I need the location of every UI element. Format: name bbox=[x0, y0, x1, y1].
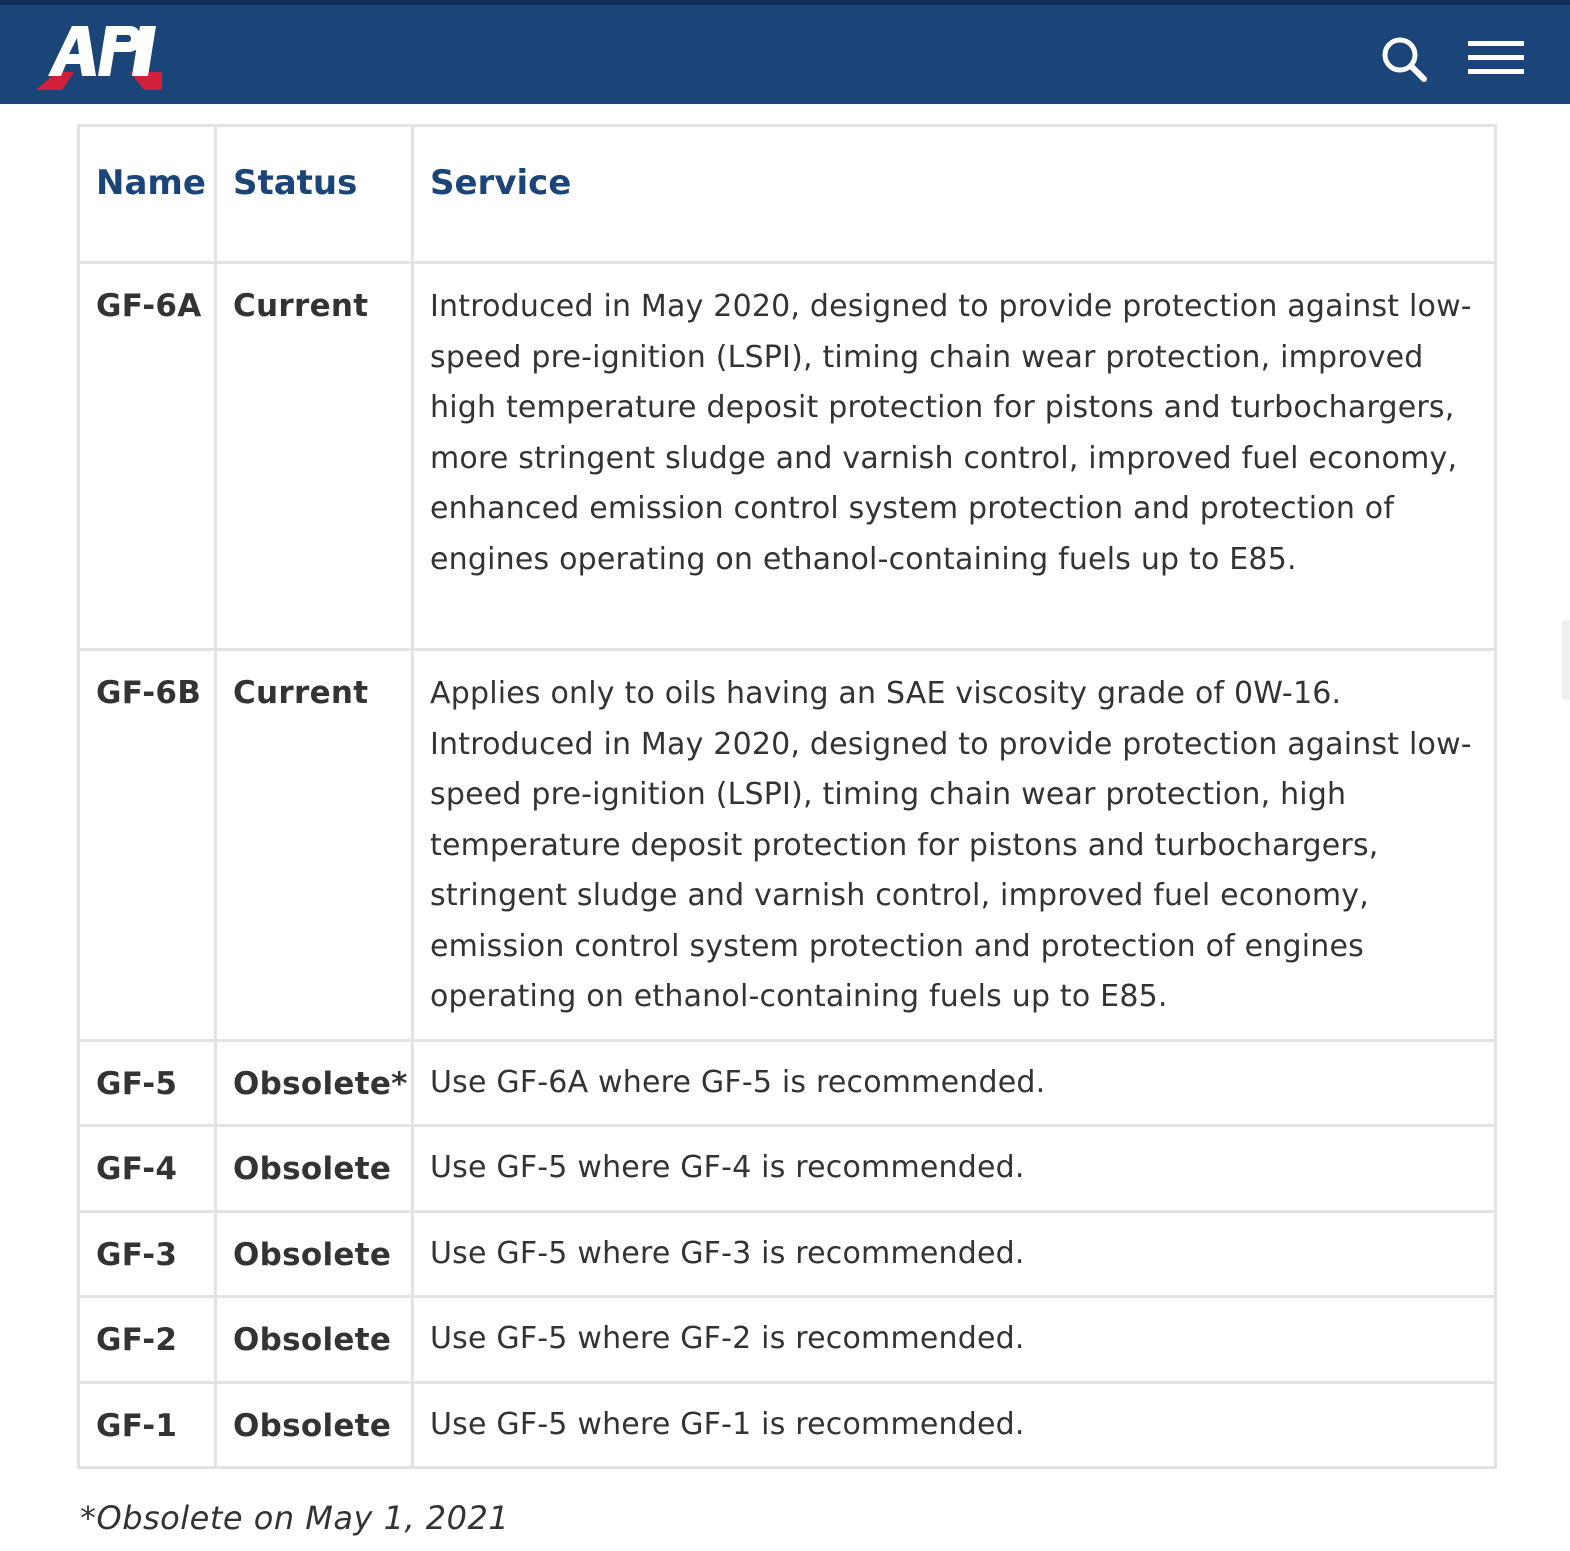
column-header-status: Status bbox=[216, 126, 413, 263]
table-row bbox=[79, 1211, 1496, 1297]
row-name: GF-6A bbox=[79, 263, 216, 650]
row-name: GF-3 bbox=[79, 1211, 216, 1297]
row-status: Current bbox=[216, 650, 413, 1041]
table-header-row bbox=[79, 126, 1496, 263]
gf-standards-table bbox=[77, 124, 1497, 1469]
top-navigation-bar bbox=[0, 0, 1570, 104]
row-service: Use GF-5 where GF-3 is recommended. bbox=[413, 1211, 1496, 1297]
row-status: Obsolete bbox=[216, 1382, 413, 1468]
row-service: Use GF-5 where GF-1 is recommended. bbox=[413, 1382, 1496, 1468]
row-status: Current bbox=[216, 263, 413, 650]
search-button[interactable] bbox=[1376, 31, 1432, 87]
hamburger-menu-icon bbox=[1464, 35, 1528, 83]
table-row bbox=[79, 1297, 1496, 1383]
search-icon bbox=[1376, 31, 1432, 87]
column-header-name: Name bbox=[79, 126, 216, 263]
gf-standards-table-container bbox=[77, 124, 1494, 1469]
row-status: Obsolete bbox=[216, 1126, 413, 1212]
footnote: *Obsolete on May 1, 2021 bbox=[80, 1499, 510, 1537]
row-service: Use GF-5 where GF-4 is recommended. bbox=[413, 1126, 1496, 1212]
scrollbar[interactable] bbox=[1562, 620, 1570, 700]
row-service: Use GF-5 where GF-2 is recommended. bbox=[413, 1297, 1496, 1383]
row-name: GF-5 bbox=[79, 1040, 216, 1126]
row-name: GF-1 bbox=[79, 1382, 216, 1468]
row-name: GF-2 bbox=[79, 1297, 216, 1383]
column-header-service: Service bbox=[413, 126, 1496, 263]
table-row bbox=[79, 650, 1496, 1041]
table-row bbox=[79, 1040, 1496, 1126]
row-name: GF-4 bbox=[79, 1126, 216, 1212]
row-name: GF-6B bbox=[79, 650, 216, 1041]
table-row bbox=[79, 1382, 1496, 1468]
row-service: Use GF-6A where GF-5 is recommended. bbox=[413, 1040, 1496, 1126]
row-status: Obsolete* bbox=[216, 1040, 413, 1126]
row-status: Obsolete bbox=[216, 1211, 413, 1297]
table-row bbox=[79, 263, 1496, 650]
menu-button[interactable] bbox=[1464, 35, 1528, 83]
api-logo[interactable] bbox=[34, 20, 166, 92]
row-status: Obsolete bbox=[216, 1297, 413, 1383]
table-row bbox=[79, 1126, 1496, 1212]
row-service: Applies only to oils having an SAE viscosity grade of 0W-16. Introduced in May 2020, designed to provide protection against low-speed pre-ignition (LSPI), timing chain wear protection, high temperature deposit protection for pistons and turbochargers, stringent sludge and varnish control, improved fuel economy, emission control system protection and protection of engines operating on ethanol-containing fuels up to E85. bbox=[413, 650, 1496, 1041]
row-service: Introduced in May 2020, designed to provide protection against low-speed pre-ignition (LSPI), timing chain wear protection, improved high temperature deposit protection for pistons and turbochargers, more stringent sludge and varnish control, improved fuel economy, enhanced emission control system protection and protection of engines operating on ethanol-containing fuels up to E85. bbox=[413, 263, 1496, 650]
